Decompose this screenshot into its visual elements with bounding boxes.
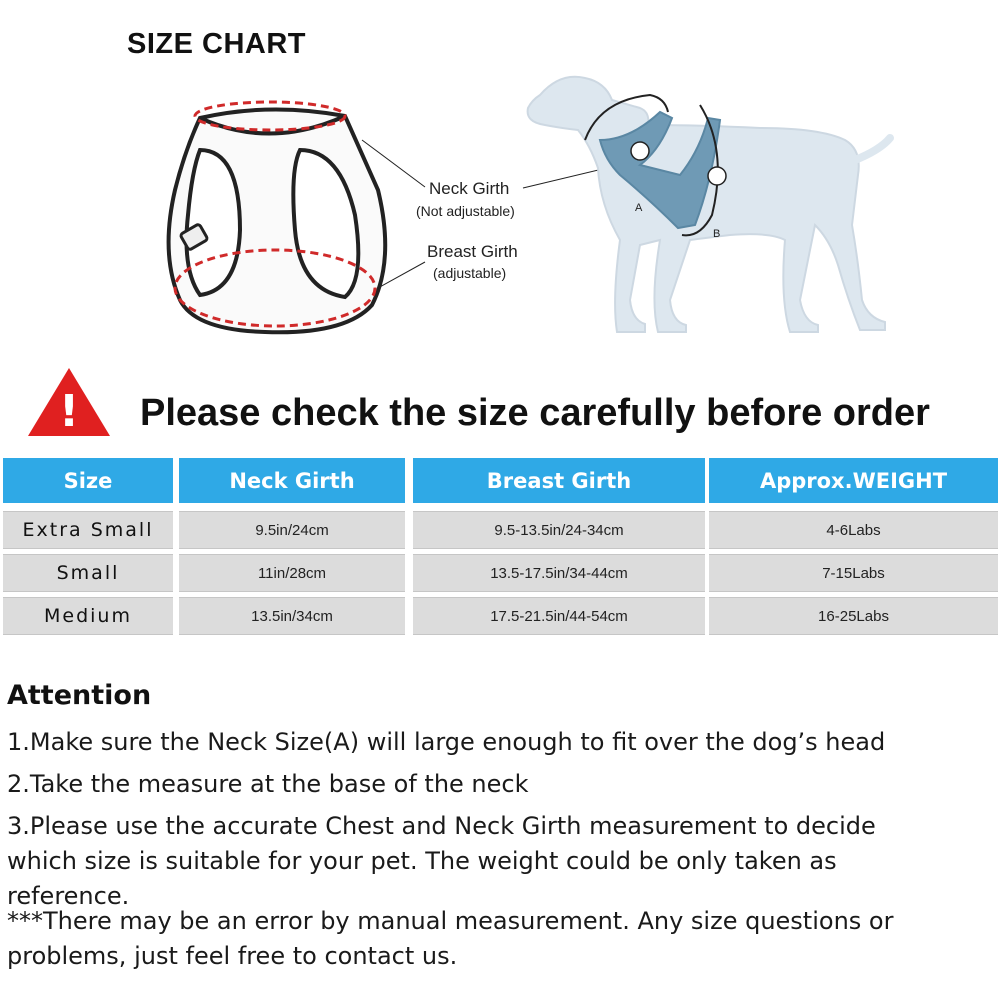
table-header-row: [3, 458, 998, 503]
marker-a-circle: [631, 142, 649, 160]
table-row: [3, 511, 998, 549]
neck-girth-note: (Not adjustable): [416, 203, 515, 219]
row-weight: 16-25Labs: [709, 597, 998, 635]
attention-item: 1.Make sure the Neck Size(A) will large enough to fit over the dog’s head: [7, 728, 886, 756]
row-breast: 13.5-17.5in/34-44cm: [413, 554, 705, 592]
harness-leg-hole-left: [187, 150, 241, 295]
table-row: [3, 597, 998, 635]
marker-b-circle: [708, 167, 726, 185]
warning-text: Please check the size carefully before order: [140, 392, 930, 434]
row-breast: 9.5-13.5in/24-34cm: [413, 511, 705, 549]
attention-title: Attention: [7, 680, 152, 711]
row-size: Medium: [3, 597, 173, 635]
header-breast-girth: Breast Girth: [413, 458, 705, 503]
row-size: Small: [3, 554, 173, 592]
header-neck-girth: Neck Girth: [179, 458, 405, 503]
breast-girth-label: Breast Girth: [427, 242, 518, 261]
row-weight: 4-6Labs: [709, 511, 998, 549]
row-neck: 11in/28cm: [179, 554, 405, 592]
table-row: [3, 554, 998, 592]
header-weight: Approx.WEIGHT: [709, 458, 998, 503]
dog-silhouette: [528, 77, 890, 332]
attention-item: 3.Please use the accurate Chest and Neck Girth measurement to decide which size is suitable for your pet. The weight could be only taken as reference.: [7, 812, 876, 910]
marker-a-label: A: [635, 202, 643, 214]
warning-icon: [26, 366, 112, 438]
header-size: Size: [3, 458, 173, 503]
attention-item: 2.Take the measure at the base of the neck: [7, 770, 529, 798]
attention-note: ***There may be an error by manual measurement. Any size questions or problems, just feel free to contact us.: [7, 907, 894, 970]
warning-icon-symbol: !: [58, 386, 80, 437]
row-neck: 13.5in/34cm: [179, 597, 405, 635]
row-weight: 7-15Labs: [709, 554, 998, 592]
row-neck: 9.5in/24cm: [179, 511, 405, 549]
breast-girth-note: (adjustable): [433, 265, 507, 281]
row-breast: 17.5-21.5in/44-54cm: [413, 597, 705, 635]
row-size: Extra Small: [3, 511, 173, 549]
neck-girth-label: Neck Girth: [429, 179, 510, 198]
marker-b-label: B: [713, 228, 721, 240]
page-title: SIZE CHART: [127, 28, 306, 60]
